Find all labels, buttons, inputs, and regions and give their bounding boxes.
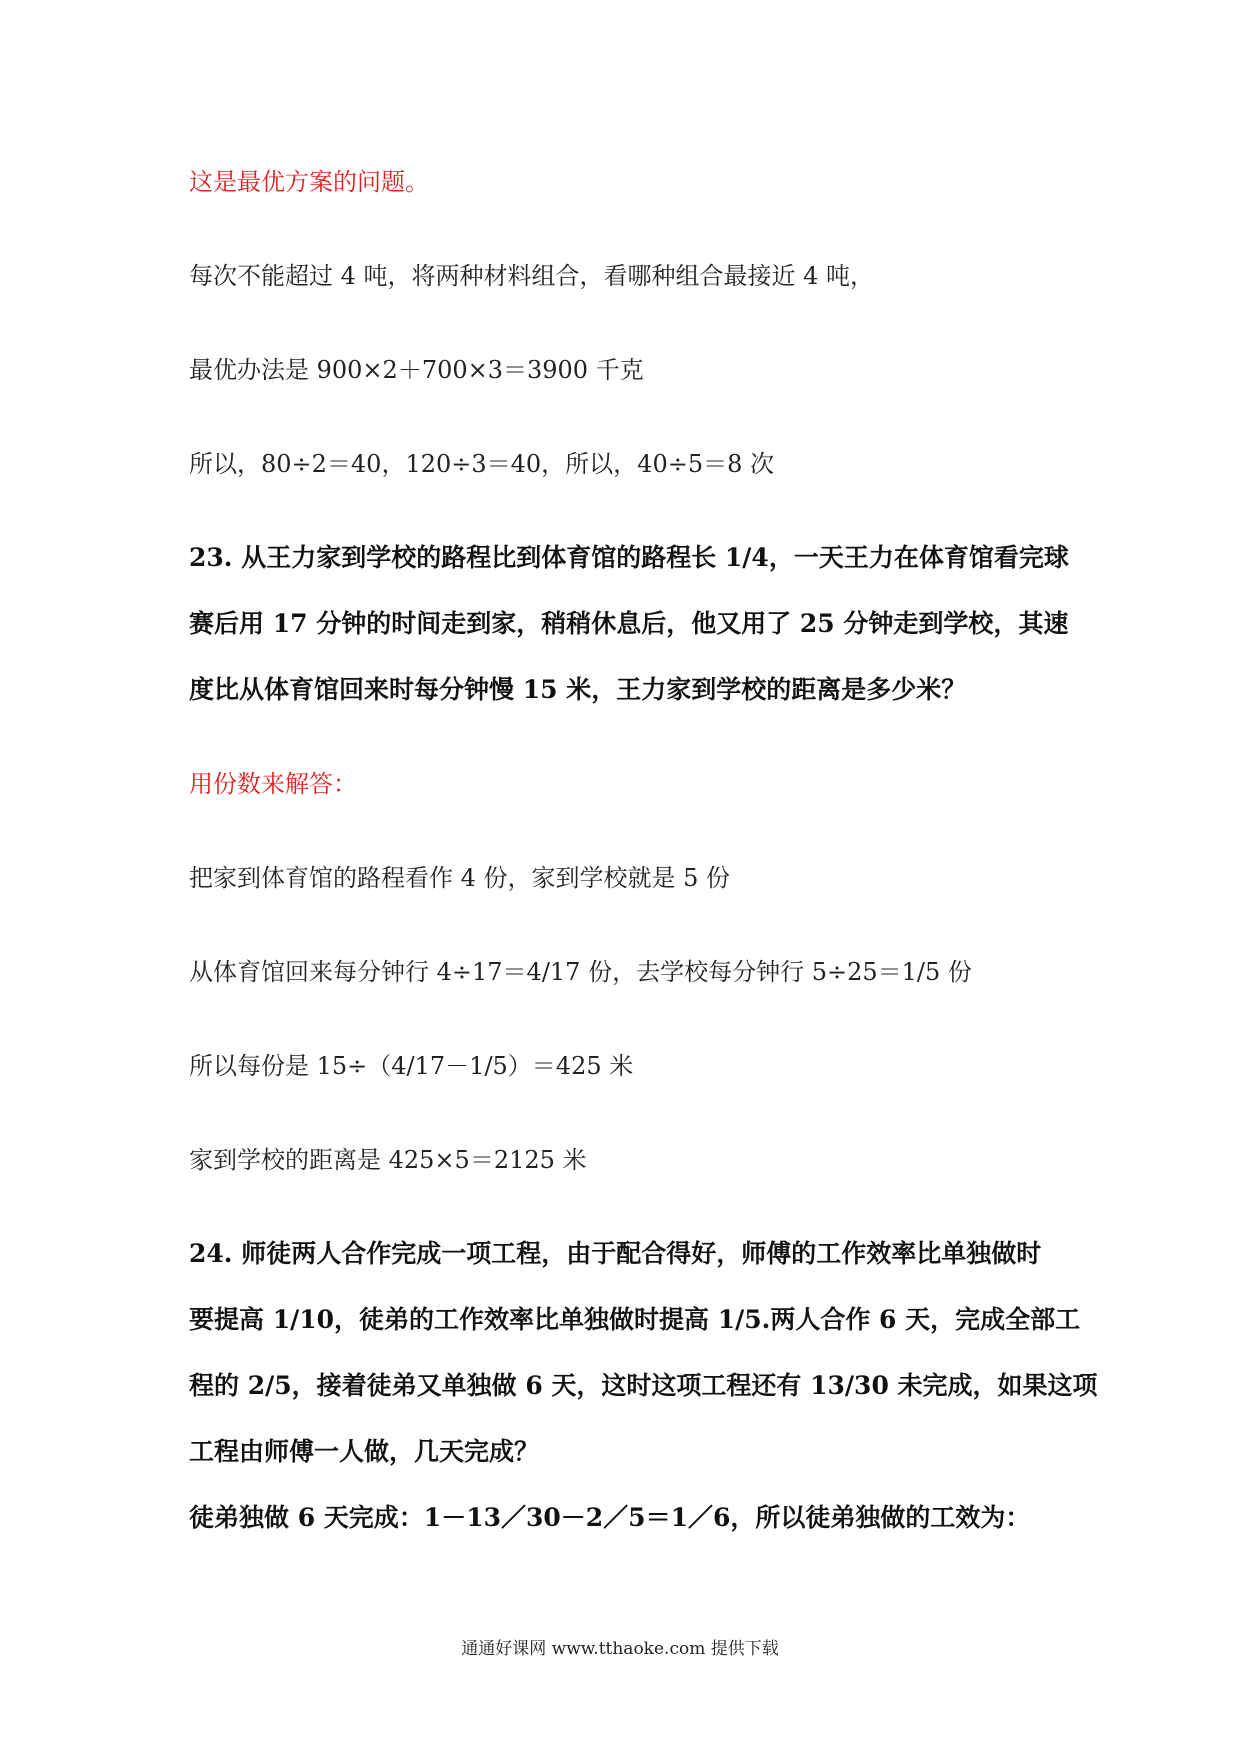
- question-23-line-3: 度比从体育馆回来时每分钟慢 15 米，王力家到学校的距离是多少米？: [189, 675, 967, 704]
- question-24-line-4: 工程由师傅一人做，几天完成？: [189, 1437, 540, 1466]
- page-footer: 通通好课网 www.tthaoke.com 提供下载: [461, 1639, 779, 1659]
- solution-line: 所以，80÷2＝40，120÷3＝40，所以，40÷5＝8 次: [189, 450, 774, 478]
- question-24-line-3: 程的 2/5，接着徒弟又单独做 6 天，这时这项工程还有 13/30 未完成，如果这项: [189, 1371, 1098, 1400]
- solution-line: 所以每份是 15÷（4/17－1/5）＝425 米: [189, 1052, 634, 1080]
- solution-line: 家到学校的距离是 425×5＝2125 米: [189, 1146, 587, 1174]
- question-23-line-2: 赛后用 17 分钟的时间走到家，稍稍休息后，他又用了 25 分钟走到学校，其速: [189, 609, 1069, 638]
- solution-line: 最优办法是 900×2＋700×3＝3900 千克: [189, 356, 644, 384]
- solution-line: 把家到体育馆的路程看作 4 份，家到学校就是 5 份: [189, 864, 731, 892]
- question-24-line-2: 要提高 1/10，徒弟的工作效率比单独做时提高 1/5.两人合作 6 天，完成全部工: [189, 1305, 1081, 1334]
- solution-line: 从体育馆回来每分钟行 4÷17＝4/17 份，去学校每分钟行 5÷25＝1/5 份: [189, 958, 972, 986]
- solution-24-line-1: 徒弟独做 6 天完成：1－13／30－2／5＝1／6，所以徒弟独做的工效为：: [189, 1503, 1031, 1532]
- note-optimal-plan: 这是最优方案的问题。: [189, 168, 429, 196]
- note-parts-method: 用份数来解答：: [189, 770, 357, 798]
- question-23-line-1: 23. 从王力家到学校的路程比到体育馆的路程长 1/4，一天王力在体育馆看完球: [189, 543, 1069, 572]
- question-24-line-1: 24. 师徒两人合作完成一项工程，由于配合得好，师傅的工作效率比单独做时: [189, 1239, 1042, 1268]
- solution-line: 每次不能超过 4 吨，将两种材料组合，看哪种组合最接近 4 吨，: [189, 262, 875, 290]
